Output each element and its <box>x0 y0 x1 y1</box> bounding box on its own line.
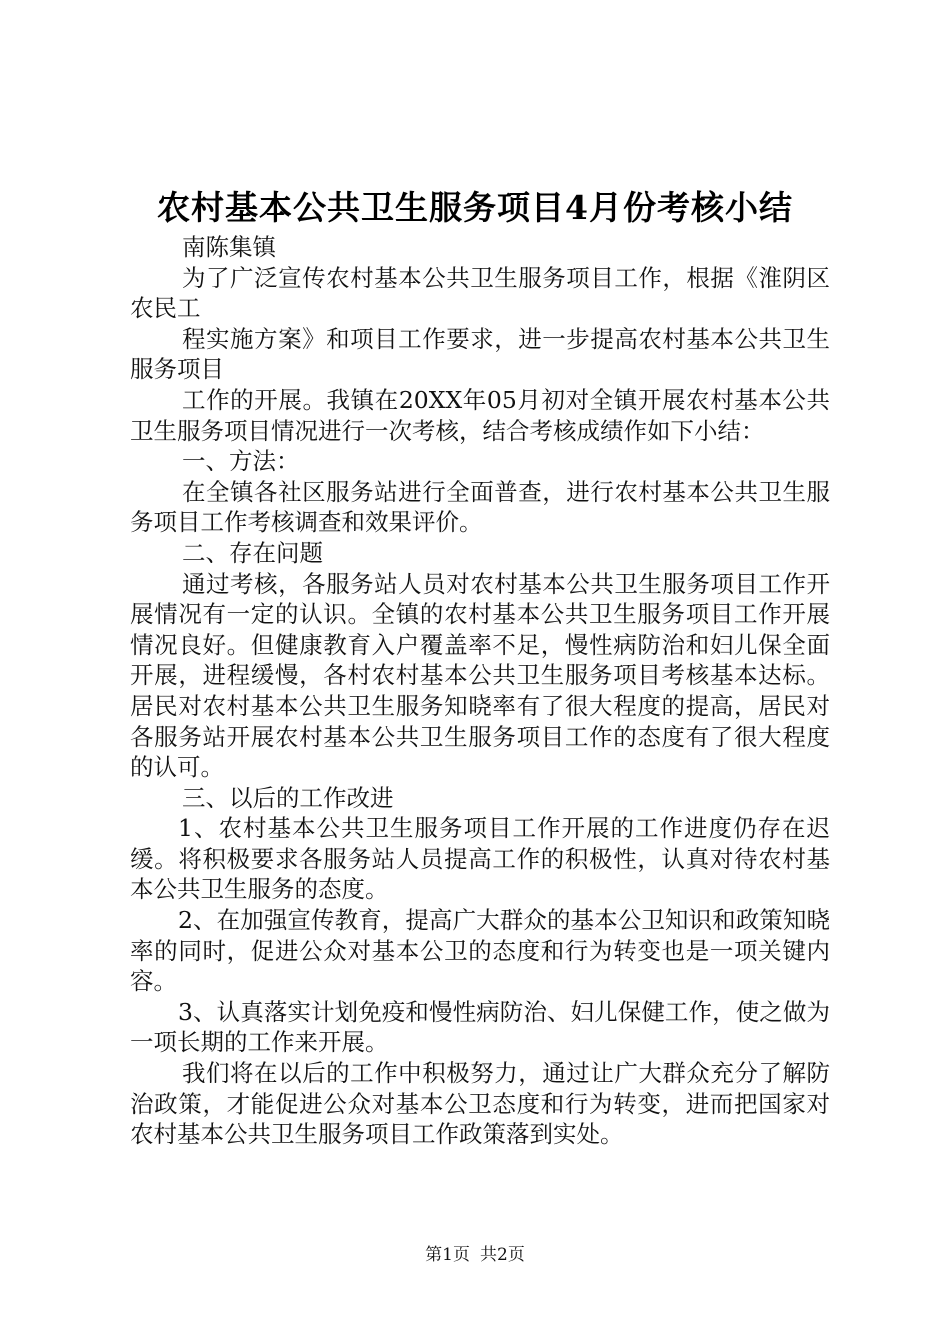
body-paragraph: 三、以后的工作改进 <box>182 783 394 812</box>
body-paragraph: 2、在加强宣传教育，提高广大群众的基本公卫知识和政策知晓率的同时，促进公众对基本公卫的态度和行为转变也是一项关键内容。 <box>130 906 830 996</box>
body-paragraph: 工作的开展。我镇在20XX年05月初对全镇开展农村基本公共卫生服务项目情况进行一次考核，结合考核成绩作如下小结： <box>130 385 830 445</box>
body-paragraph: 程实施方案》和项目工作要求，进一步提高农村基本公共卫生服务项目 <box>130 324 830 384</box>
body-paragraph: 通过考核，各服务站人员对农村基本公共卫生服务项目工作开展情况有一定的认识。全镇的农村基本公共卫生服务项目工作开展情况良好。但健康教育入户覆盖率不足，慢性病防治和妇儿保全面开展，进程缓慢，各村农村基本公共卫生服务项目考核基本达标。居民对农村基本公共卫生服务知晓率有了很大程度的提高，居民对各服务站开展农村基本公共卫生服务项目工作的态度有了很大程度的认可。 <box>130 569 830 782</box>
body-paragraph: 1、农村基本公共卫生服务项目工作开展的工作进度仍存在迟缓。将积极要求各服务站人员提高工作的积极性，认真对待农村基本公共卫生服务的态度。 <box>130 814 830 904</box>
body-paragraph: 在全镇各社区服务站进行全面普查，进行农村基本公共卫生服务项目工作考核调查和效果评价。 <box>130 477 830 537</box>
body-paragraph: 南陈集镇 <box>182 233 276 261</box>
body-paragraph: 一、方法： <box>182 447 300 476</box>
body-paragraph: 我们将在以后的工作中积极努力，通过让广大群众充分了解防治政策，才能促进公众对基本公卫态度和行为转变，进而把国家对农村基本公共卫生服务项目工作政策落到实处。 <box>130 1059 830 1149</box>
document-title: 农村基本公共卫生服务项目4月份考核小结 <box>157 188 793 227</box>
page-footer <box>0 1244 950 1266</box>
document-body <box>130 232 830 1150</box>
body-paragraph: 二、存在问题 <box>182 538 323 567</box>
body-paragraph: 3、认真落实计划免疫和慢性病防治、妇儿保健工作，使之做为一项长期的工作来开展。 <box>130 997 830 1057</box>
page-total: 共2页 <box>480 1245 525 1265</box>
page-number: 第1页 <box>425 1245 470 1265</box>
body-paragraph: 为了广泛宣传农村基本公共卫生服务项目工作，根据《淮阴区农民工 <box>130 263 830 323</box>
